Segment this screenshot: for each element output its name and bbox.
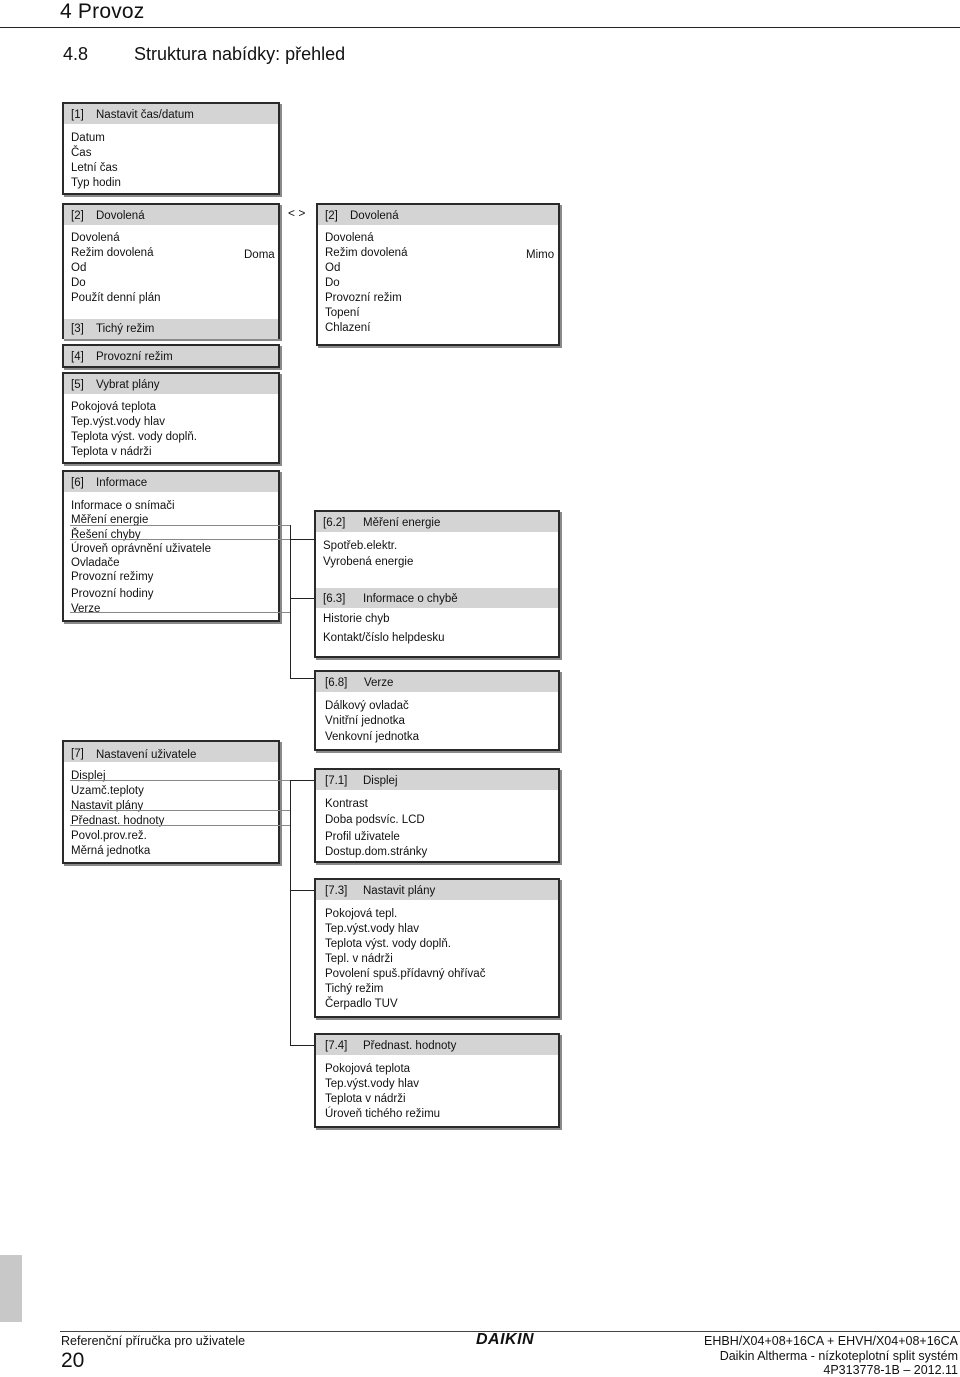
menu-title: Verze [364,677,394,689]
menu-number: [7.1] [325,775,348,787]
menu-number: [6.8] [325,677,348,689]
chapter-title: 4 Provoz [60,0,145,23]
menu-number: [6] [71,477,84,489]
mode-label-away: Mimo [526,249,555,261]
menu-number: [2] [71,210,84,222]
menu-number: [1] [71,109,84,121]
menu-number: [7.4] [325,1040,348,1052]
menu-item: Čerpadlo TUV [325,998,398,1010]
menu-item: Tep.výst.vody hlav [71,416,165,428]
section-number: 4.8 [63,44,89,64]
menu-item: Od [71,262,87,274]
footer-model: EHBH/X04+08+16CA + EHVH/X04+08+16CA [704,1334,958,1348]
menu-item: Chlazení [325,322,371,334]
menu-item: Režim dovolená [71,247,154,259]
menu-number: [2] [325,210,338,222]
menu-item: Topení [325,307,360,319]
menu-box-header [316,672,558,692]
connector-line [290,678,316,679]
page-number: 20 [61,1349,85,1372]
connector-line [290,780,316,781]
menu-item: Teplota v nádrži [71,446,152,458]
menu-title: Nastavit plány [363,885,436,897]
menu-number: [3] [71,323,84,335]
menu-box-7-4 [314,1033,560,1128]
menu-box-7 [62,740,280,864]
menu-item: Do [325,277,340,289]
menu-item: Od [325,262,341,274]
menu-number: [4] [71,351,84,363]
daikin-logo: DAIKIN [476,1331,535,1348]
menu-item: Provozní režimy [71,571,154,583]
chapter-rule [0,27,960,28]
menu-box-6-8 [314,670,560,751]
menu-item: Pokojová teplota [325,1063,411,1075]
menu-item: Úroveň tichého režimu [325,1108,441,1120]
menu-item: Dovolená [71,232,120,244]
connector-line [290,598,316,599]
menu-box-header [316,880,558,900]
menu-item: Kontrast [325,798,368,810]
menu-item: Dostup.dom.stránky [325,846,428,858]
menu-number: [6.2] [323,517,346,529]
menu-box-2 [62,203,280,339]
menu-title: Přednast. hodnoty [363,1040,457,1052]
menu-box-7-3 [314,878,560,1018]
menu-box-1 [62,102,280,195]
menu-item: Historie chyb [323,613,390,625]
menu-box-header [316,770,558,790]
connector-line [290,525,291,678]
menu-item: Nastavit plány [71,800,144,812]
footer-doc-title: Referenční příručka pro uživatele [61,1334,246,1348]
menu-item: Teplota výst. vody doplň. [325,938,451,950]
connector-line [70,780,290,781]
footer-doc-code: 4P313778-1B – 2012.11 [823,1363,958,1377]
connector-line [70,525,290,526]
menu-item: Kontakt/číslo helpdesku [323,632,445,644]
connector-line [290,890,316,891]
connector-line [290,780,291,1045]
menu-title: Dovolená [350,210,399,222]
menu-item: Měrná jednotka [71,845,151,857]
menu-item: Doba podsvíc. LCD [325,814,425,826]
menu-item: Typ hodin [71,177,121,189]
menu-item: Provozní hodiny [71,588,154,600]
menu-item: Tepl. v nádrži [325,953,393,965]
connector-line [290,1045,316,1046]
connector-line [70,825,290,826]
menu-item: Datum [71,132,105,144]
menu-box-6-2 [314,510,560,658]
menu-title: Dovolená [96,210,145,222]
menu-item: Letní čas [71,162,118,174]
menu-title: Informace [96,477,148,489]
menu-item: Tichý režim [325,983,384,995]
menu-item: Čas [71,147,92,159]
menu-item: Spotřeb.elektr. [323,540,398,552]
menu-item: Vyrobená energie [323,556,414,568]
menu-item: Ovladače [71,557,120,569]
menu-title: Vybrat plány [96,379,160,391]
menu-number: [7] [71,748,84,760]
menu-item: Režim dovolená [325,247,408,259]
footer-product: Daikin Altherma - nízkoteplotní split systém [719,1349,958,1363]
menu-item: Pokojová tepl. [325,908,398,920]
menu-box-7-1 [314,768,560,863]
connector-line [70,612,290,613]
menu-item: Provozní režim [325,292,402,304]
menu-title: Displej [363,775,398,787]
menu-item: Venkovní jednotka [325,731,419,743]
menu-title: Nastavit čas/datum [96,109,194,121]
menu-title: Měření energie [363,517,441,529]
side-tab [0,1255,22,1322]
menu-item: Tep.výst.vody hlav [325,923,419,935]
menu-item: Povol.prov.rež. [71,830,147,842]
menu-item: Informace o snímači [71,500,175,512]
connector-line [290,539,316,540]
menu-title: Tichý režim [96,323,155,335]
menu-item: Pokojová teplota [71,401,157,413]
menu-title: Informace o chybě [363,593,458,605]
menu-number: [6.3] [323,593,346,605]
switch-symbol: < > [288,206,306,220]
menu-item: Teplota výst. vody doplň. [71,431,197,443]
menu-item: Řešení chyby [71,529,141,541]
menu-number: [7.3] [325,885,348,897]
menu-box-2-away [316,203,560,346]
menu-item: Verze [71,603,101,615]
menu-item: Profil uživatele [325,831,400,843]
mode-label-home: Doma [244,249,275,261]
connector-line [70,810,290,811]
menu-item: Použít denní plán [71,292,161,304]
menu-number: [5] [71,379,84,391]
connector-line [70,539,290,540]
menu-item: Měření energie [71,514,149,526]
menu-box-6 [62,470,280,622]
menu-item: Tep.výst.vody hlav [325,1078,419,1090]
menu-title: Nastavení uživatele [96,749,197,761]
menu-item: Displej [71,770,106,782]
section-title: Struktura nabídky: přehled [134,44,346,64]
menu-item: Povolení spuš.přídavný ohřívač [325,968,486,980]
menu-item: Vnitřní jednotka [325,715,405,727]
menu-box-5 [62,372,280,464]
menu-item: Přednast. hodnoty [71,815,165,827]
menu-title: Provozní režim [96,351,173,363]
menu-item: Do [71,277,86,289]
menu-item: Dálkový ovladač [325,700,409,712]
menu-item: Dovolená [325,232,374,244]
menu-box-4 [62,344,280,368]
menu-item: Teplota v nádrži [325,1093,406,1105]
menu-item: Uzamč.teploty [71,785,144,797]
menu-item: Úroveň oprávnění uživatele [71,543,211,555]
